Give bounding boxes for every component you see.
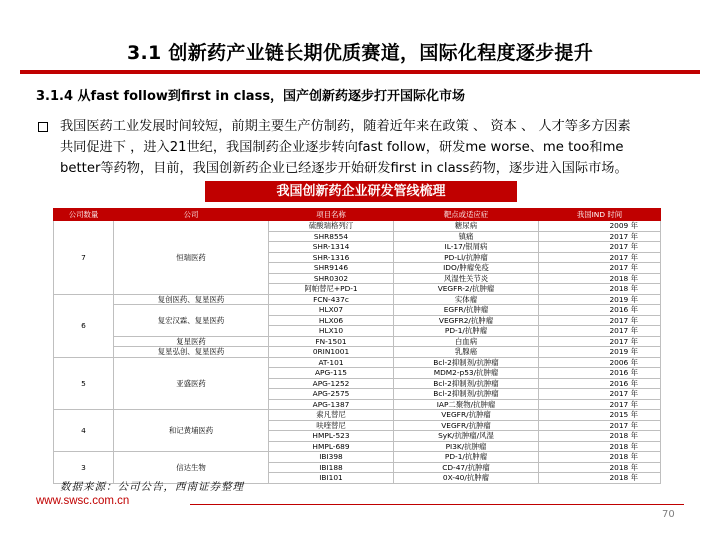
table-row	[54, 357, 661, 368]
ind-date-cell: 2018 年	[539, 273, 661, 284]
target-cell: VEGFR2/抗肿瘤	[394, 315, 539, 326]
company-name-cell: 复创医药、复星医药	[114, 294, 269, 305]
table-header-row	[54, 209, 661, 221]
project-name-cell: FCN-437c	[269, 294, 394, 305]
project-name-cell: 索凡替尼	[269, 410, 394, 421]
target-cell: 风湿性关节炎	[394, 273, 539, 284]
project-name-cell: SHR-1314	[269, 242, 394, 253]
project-name-cell: FN-1501	[269, 336, 394, 347]
company-count-cell: 7	[54, 221, 114, 295]
target-cell: PD-Ll/抗肿瘤	[394, 252, 539, 263]
company-name-cell: 复宏汉霖、复星医药	[114, 305, 269, 337]
target-cell: IAP二聚物/抗肿瘤	[394, 399, 539, 410]
project-name-cell: IBI398	[269, 452, 394, 463]
ind-date-cell: 2018 年	[539, 441, 661, 452]
target-cell: PD-1/抗肿瘤	[394, 452, 539, 463]
ind-date-cell: 2019 年	[539, 347, 661, 358]
project-name-cell: HLX07	[269, 305, 394, 316]
target-cell: IL-17/银屑病	[394, 242, 539, 253]
target-cell: VEGFR-2/抗肿瘤	[394, 284, 539, 295]
target-cell: VEGFR/抗肿瘤	[394, 420, 539, 431]
project-name-cell: SHR-1316	[269, 252, 394, 263]
target-cell: Bcl-2抑制剂/抗肿瘤	[394, 378, 539, 389]
company-name-cell: 恒瑞医药	[114, 221, 269, 295]
table-row	[54, 410, 661, 421]
paragraph-line: 我国医药工业发展时间较短，前期主要生产仿制药，随着近年来在政策 、 资本 、 人才等多方因素	[60, 119, 631, 134]
table-row	[54, 347, 661, 358]
ind-date-cell: 2017 年	[539, 252, 661, 263]
ind-date-cell: 2017 年	[539, 326, 661, 337]
project-name-cell: 呋喹替尼	[269, 420, 394, 431]
project-name-cell: AT-101	[269, 357, 394, 368]
pipeline-table	[53, 208, 661, 484]
table-body	[54, 221, 661, 484]
section-subtitle: 3.1.4 从fast follow到first in class，国产创新药逐步打开国际化市场	[36, 89, 466, 104]
project-name-cell: SHR8554	[269, 231, 394, 242]
title-divider	[20, 70, 700, 74]
ind-date-cell: 2016 年	[539, 305, 661, 316]
website-link[interactable]: www.swsc.com.cn	[36, 495, 130, 507]
target-cell: 糖尿病	[394, 221, 539, 232]
ind-date-cell: 2009 年	[539, 221, 661, 232]
ind-date-cell: 2016 年	[539, 368, 661, 379]
project-name-cell: SHR0302	[269, 273, 394, 284]
target-cell: EGFR/抗肿瘤	[394, 305, 539, 316]
ind-date-cell: 2018 年	[539, 284, 661, 295]
project-name-cell: IBI101	[269, 473, 394, 484]
ind-date-cell: 2018 年	[539, 462, 661, 473]
project-name-cell: SHR9146	[269, 263, 394, 274]
company-count-cell: 5	[54, 357, 114, 410]
project-name-cell: HLX06	[269, 315, 394, 326]
project-name-cell: HLX10	[269, 326, 394, 337]
pipeline-table-container	[53, 208, 660, 484]
table-row	[54, 221, 661, 232]
target-cell: 镇痛	[394, 231, 539, 242]
target-cell: IDO/肿瘤免疫	[394, 263, 539, 274]
ind-date-cell: 2017 年	[539, 399, 661, 410]
paragraph-line: better等药物，目前，我国创新药企业已经逐步开始研发first in class药物，逐步进入国际市场。	[60, 161, 628, 176]
header-count: 公司数量	[54, 209, 114, 221]
project-name-cell: APG-1252	[269, 378, 394, 389]
project-name-cell: HMPL-689	[269, 441, 394, 452]
ind-date-cell: 2018 年	[539, 452, 661, 463]
page-title: 3.1 创新药产业链长期优质赛道，国际化程度逐步提升	[126, 42, 594, 64]
project-name-cell: APG-1387	[269, 399, 394, 410]
target-cell: MDM2-p53/抗肿瘤	[394, 368, 539, 379]
ind-date-cell: 2019 年	[539, 294, 661, 305]
company-count-cell: 3	[54, 452, 114, 484]
target-cell: PD-1/抗肿瘤	[394, 326, 539, 337]
ind-date-cell: 2018 年	[539, 431, 661, 442]
project-name-cell: IBI188	[269, 462, 394, 473]
footer-divider	[190, 504, 684, 505]
target-cell: 0X-40/抗肿瘤	[394, 473, 539, 484]
body-paragraph	[60, 116, 690, 179]
ind-date-cell: 2016 年	[539, 378, 661, 389]
data-source-note: 数据来源：公司公告，西南证券整理	[60, 481, 244, 493]
company-count-cell: 6	[54, 294, 114, 357]
ind-date-cell: 2006 年	[539, 357, 661, 368]
project-name-cell: APG-2575	[269, 389, 394, 400]
ind-date-cell: 2017 年	[539, 420, 661, 431]
ind-date-cell: 2017 年	[539, 263, 661, 274]
company-name-cell: 复星弘创、复星医药	[114, 347, 269, 358]
company-name-cell: 亚盛医药	[114, 357, 269, 410]
project-name-cell: 硫酸瑞格列汀	[269, 221, 394, 232]
project-name-cell: APG-115	[269, 368, 394, 379]
header-target: 靶点或适应症	[394, 209, 539, 221]
target-cell: SyK/抗肿瘤/风湿	[394, 431, 539, 442]
checkbox-bullet-icon	[38, 122, 48, 132]
target-cell: PI3K/抗肿瘤	[394, 441, 539, 452]
header-ind-date: 我国IND 时间	[539, 209, 661, 221]
target-cell: CD-47/抗肿瘤	[394, 462, 539, 473]
header-project: 项目名称	[269, 209, 394, 221]
ind-date-cell: 2017 年	[539, 242, 661, 253]
ind-date-cell: 2018 年	[539, 473, 661, 484]
table-row	[54, 336, 661, 347]
table-row	[54, 294, 661, 305]
ind-date-cell: 2015 年	[539, 410, 661, 421]
page-number: 70	[662, 509, 675, 520]
company-name-cell: 信达生物	[114, 452, 269, 484]
target-cell: 乳腺癌	[394, 347, 539, 358]
ind-date-cell: 2017 年	[539, 336, 661, 347]
header-company: 公司	[114, 209, 269, 221]
paragraph-line: 共同促进下 ，进入21世纪，我国制药企业逐步转向fast follow，研发me worse、me too和me	[60, 140, 624, 155]
ind-date-cell: 2017 年	[539, 389, 661, 400]
company-count-cell: 4	[54, 410, 114, 452]
target-cell: Bcl-2抑制剂/抗肿瘤	[394, 389, 539, 400]
table-banner: 我国创新药企业研发管线梳理	[205, 181, 517, 202]
company-name-cell: 和记黄埔医药	[114, 410, 269, 452]
table-row	[54, 305, 661, 316]
target-cell: 实体瘤	[394, 294, 539, 305]
target-cell: 白血病	[394, 336, 539, 347]
project-name-cell: 0RIN1001	[269, 347, 394, 358]
target-cell: Bcl-2抑制剂/抗肿瘤	[394, 357, 539, 368]
ind-date-cell: 2017 年	[539, 315, 661, 326]
project-name-cell: HMPL-523	[269, 431, 394, 442]
ind-date-cell: 2017 年	[539, 231, 661, 242]
table-row	[54, 452, 661, 463]
target-cell: VEGFR/抗肿瘤	[394, 410, 539, 421]
project-name-cell: 阿帕替尼+PD-1	[269, 284, 394, 295]
company-name-cell: 复星医药	[114, 336, 269, 347]
